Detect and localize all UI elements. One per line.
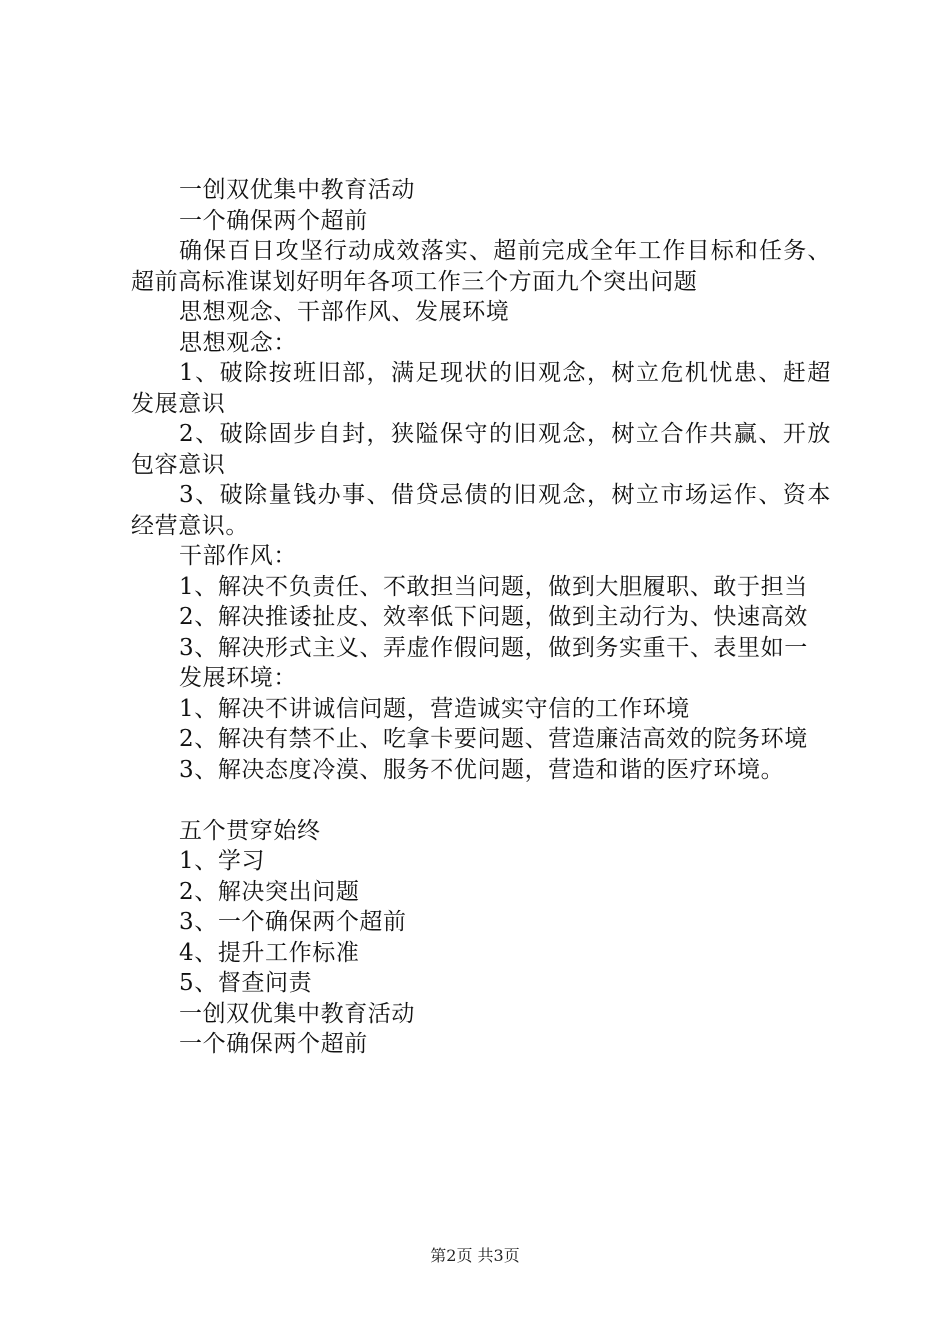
section-heading: 发展环境： bbox=[179, 665, 297, 691]
list-item: 1、破除按班旧部，满足现状的旧观念，树立危机忧患、赶超发展意识 bbox=[131, 360, 831, 417]
list-item: 1、解决不讲诚信问题，营造诚实守信的工作环境 bbox=[179, 695, 690, 722]
paragraph: 一创双优集中教育活动 bbox=[179, 1000, 415, 1027]
list-item: 2、解决推诿扯皮、效率低下问题，做到主动行为、快速高效 bbox=[179, 604, 808, 630]
list-item: 3、破除量钱办事、借贷忌债的旧观念，树立市场运作、资本经营意识。 bbox=[131, 482, 831, 539]
section-heading: 五个贯穿始终 bbox=[179, 817, 321, 844]
paragraph: 一个确保两个超前 bbox=[179, 1031, 368, 1057]
list-item: 1、解决不负责任、不敢担当问题，做到大胆履职、敢于担当 bbox=[179, 573, 808, 600]
list-item: 3、解决形式主义、弄虚作假问题，做到务实重干、表里如一 bbox=[179, 634, 808, 661]
list-item: 5、督查问责 bbox=[179, 970, 313, 996]
list-item: 3、一个确保两个超前 bbox=[179, 909, 407, 935]
section-heading: 思想观念： bbox=[179, 329, 297, 356]
paragraph: 思想观念、干部作风、发展环境 bbox=[179, 299, 510, 325]
paragraph: 确保百日攻坚行动成效落实、超前完成全年工作目标和任务、超前高标准谋划好明年各项工作三个方面九个突出问题 bbox=[131, 238, 831, 295]
list-item: 4、提升工作标准 bbox=[179, 939, 360, 966]
list-item: 2、解决有禁不止、吃拿卡要问题、营造廉洁高效的院务环境 bbox=[179, 726, 808, 752]
list-item: 2、破除固步自封，狭隘保守的旧观念，树立合作共赢、开放包容意识 bbox=[131, 421, 831, 478]
paragraph-title: 一创双优集中教育活动 bbox=[179, 177, 415, 203]
paragraph-subtitle: 一个确保两个超前 bbox=[179, 207, 368, 234]
list-item: 3、解决态度冷漠、服务不优问题，营造和谐的医疗环境。 bbox=[179, 756, 785, 783]
section-heading: 干部作风： bbox=[179, 543, 297, 569]
list-item: 1、学习 bbox=[179, 848, 266, 874]
list-item: 2、解决突出问题 bbox=[179, 878, 360, 905]
document-body bbox=[131, 175, 831, 1060]
page-footer: 第2页 共3页 bbox=[430, 1246, 520, 1265]
